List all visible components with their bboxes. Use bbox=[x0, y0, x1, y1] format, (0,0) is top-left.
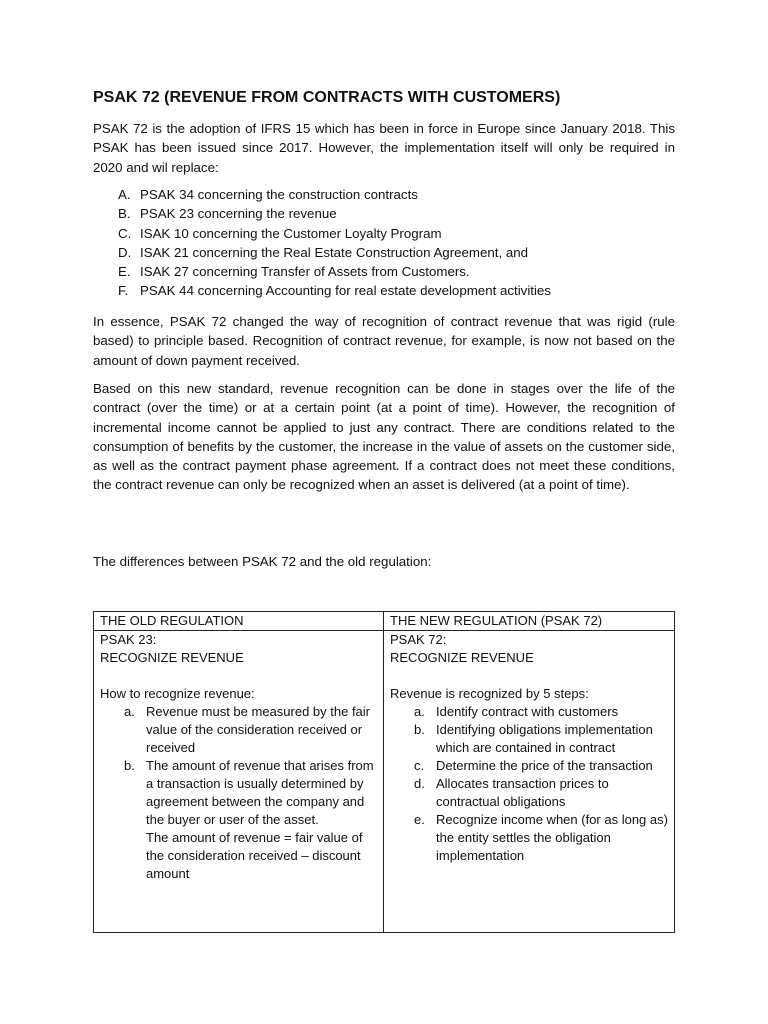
differences-intro: The differences between PSAK 72 and the old regulation: bbox=[93, 554, 432, 569]
list-marker: b. bbox=[124, 758, 135, 773]
list-marker: C. bbox=[118, 225, 132, 241]
list-item-text: PSAK 44 concerning Accounting for real estate development activities bbox=[140, 283, 551, 299]
list-marker: E. bbox=[118, 264, 131, 280]
new-regulation-cell bbox=[384, 631, 675, 933]
list-item bbox=[390, 721, 668, 757]
list-marker: D. bbox=[118, 244, 132, 260]
list-item bbox=[390, 757, 668, 775]
list-item bbox=[118, 224, 551, 243]
new-standard: PSAK 72: bbox=[390, 632, 447, 647]
list-item bbox=[100, 757, 377, 883]
essence-paragraph: In essence, PSAK 72 changed the way of recognition of contract revenue that was rigid (rule based) to principle based. Recognition of contract revenue, for example, is now not based on the amount of down payment received. bbox=[93, 314, 675, 368]
revenue-formula: The amount of revenue = fair value of the consideration received – discount amount bbox=[146, 830, 363, 881]
list-item-text: PSAK 23 concerning the revenue bbox=[140, 206, 337, 222]
intro-paragraph: PSAK 72 is the adoption of IFRS 15 which has been in force in Europe since January 2018. This PSAK has been issued since 2017. However, the implementation itself will only be required in 2020 and wil replace: bbox=[93, 121, 675, 175]
list-item-text: ISAK 10 concerning the Customer Loyalty Program bbox=[140, 225, 442, 241]
list-item bbox=[118, 262, 551, 281]
list-item-text: ISAK 27 concerning Transfer of Assets from Customers. bbox=[140, 264, 470, 280]
new-heading: RECOGNIZE REVENUE bbox=[390, 650, 534, 665]
old-lead: How to recognize revenue: bbox=[100, 686, 255, 701]
list-item bbox=[118, 281, 551, 300]
list-item-text: The amount of revenue that arises from a transaction is usually determined by agreement between the company and the buyer or user of the asset. bbox=[146, 758, 374, 827]
list-item-text: Identifying obligations implementation which are contained in contract bbox=[436, 722, 653, 755]
old-heading: RECOGNIZE REVENUE bbox=[100, 650, 244, 665]
list-item-text: Revenue must be measured by the fair value of the consideration received or received bbox=[146, 704, 371, 755]
list-item-text: ISAK 21 concerning the Real Estate Construction Agreement, and bbox=[140, 244, 529, 260]
list-item-text: Determine the price of the transaction bbox=[436, 758, 653, 773]
five-steps-list bbox=[390, 703, 668, 865]
old-regulation-header: THE OLD REGULATION bbox=[94, 612, 384, 631]
list-marker: a. bbox=[414, 704, 425, 719]
old-regulation-cell bbox=[94, 631, 384, 933]
standard-paragraph: Based on this new standard, revenue recognition can be done in stages over the life of the contract (over the time) or at a certain point (at a point of time). However, the recognition of incremental income cannot be applied to just any contract. There are conditions related to the consumption of benefits by the customer, the increase in the value of assets on the customer side, as well as the contract payment phase agreement. If a contract does not meet these conditions, the contract revenue can only be recognized when an asset is delivered (at a point of time). bbox=[93, 381, 675, 493]
list-marker: b. bbox=[414, 722, 425, 737]
list-item-text: Recognize income when (for as long as) the entity settles the obligation implementation bbox=[436, 812, 668, 863]
list-marker: a. bbox=[124, 704, 135, 719]
list-marker: e. bbox=[414, 812, 425, 827]
list-marker: F. bbox=[118, 283, 129, 299]
list-item bbox=[118, 243, 551, 262]
list-item bbox=[390, 811, 668, 865]
new-regulation-header: THE NEW REGULATION (PSAK 72) bbox=[384, 612, 675, 631]
list-marker: c. bbox=[414, 758, 425, 773]
comparison-table bbox=[93, 611, 675, 933]
document-title: PSAK 72 (REVENUE FROM CONTRACTS WITH CUSTOMERS) bbox=[93, 89, 561, 106]
list-item bbox=[118, 185, 551, 204]
list-marker: B. bbox=[118, 206, 131, 222]
list-marker: A. bbox=[118, 187, 131, 202]
old-rules-list bbox=[100, 703, 377, 883]
list-item-text: PSAK 34 concerning the construction contracts bbox=[140, 187, 418, 202]
replaced-standards-list bbox=[118, 185, 551, 301]
list-item bbox=[390, 775, 668, 811]
list-item-text: Identify contract with customers bbox=[436, 704, 619, 719]
new-lead: Revenue is recognized by 5 steps: bbox=[390, 686, 589, 701]
list-item-text: Allocates transaction prices to contractual obligations bbox=[436, 776, 609, 809]
list-marker: d. bbox=[414, 776, 425, 791]
list-item bbox=[100, 703, 377, 757]
table-row bbox=[94, 631, 675, 933]
old-standard: PSAK 23: bbox=[100, 632, 157, 647]
list-item bbox=[118, 204, 551, 223]
list-item bbox=[390, 703, 668, 721]
table-header-row bbox=[94, 612, 675, 631]
